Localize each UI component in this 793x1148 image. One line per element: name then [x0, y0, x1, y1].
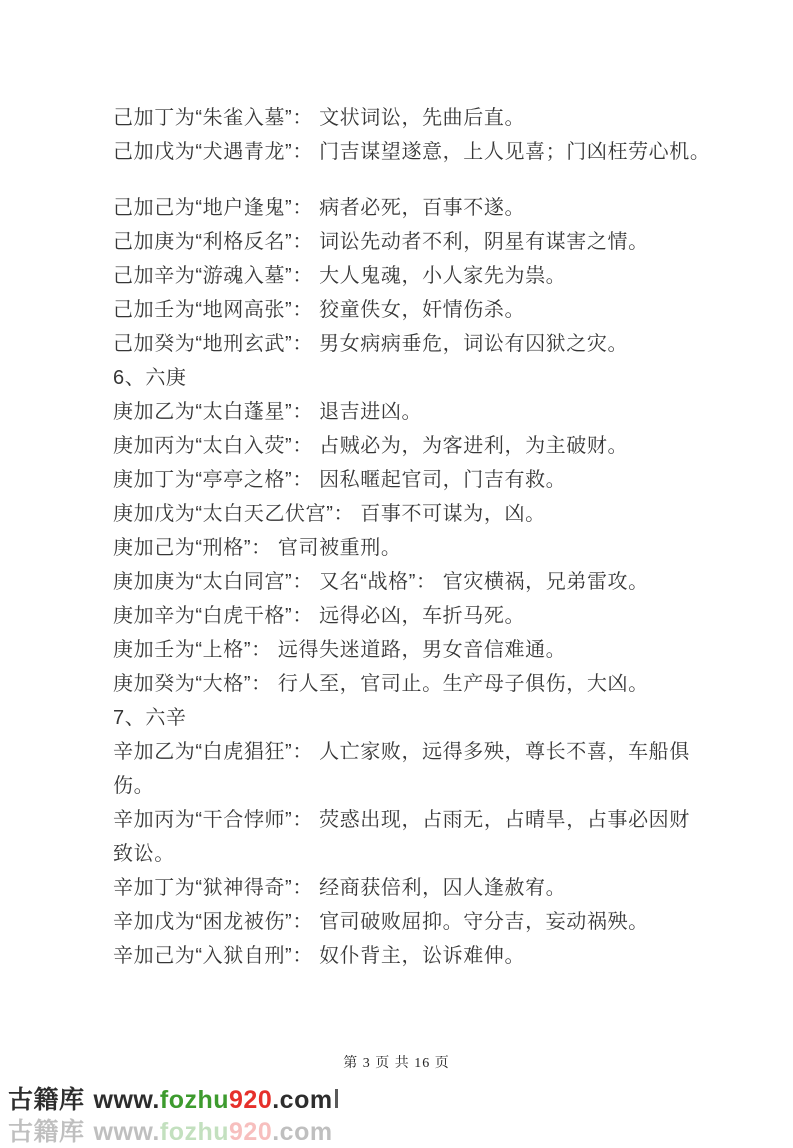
text-line: 辛加乙为“白虎猖狂”： 人亡家败，远得多殃，尊长不喜，车船俱 — [113, 741, 690, 763]
text-line: 庚加庚为“太白同宫”： 又名“战格”： 官灾横祸，兄弟雷攻。 — [113, 571, 649, 593]
text-line: 己加丁为“朱雀入墓”： 文状词讼，先曲后直。 — [113, 107, 526, 129]
text-line: 7、六辛 — [113, 707, 187, 729]
page-number: 第 3 页 共 16 页 — [343, 1056, 450, 1071]
text-line: 己加辛为“游魂入墓”： 大人鬼魂，小人家先为祟。 — [113, 265, 567, 287]
text-line: 致讼。 — [113, 843, 175, 865]
text-line: 庚加乙为“太白蓬星”： 退吉进凶。 — [113, 401, 423, 423]
watermark-url-green-part: fozhu — [159, 1086, 230, 1114]
text-line: 庚加戊为“太白天乙伏宫”： 百事不可谋为，凶。 — [113, 503, 546, 525]
text-line: 庚加壬为“上格”： 远得失迷道路，男女音信难通。 — [113, 639, 567, 661]
text-line: 庚加癸为“大格”： 行人至，官司止。生产母子俱伤，大凶。 — [113, 673, 649, 695]
text-line: 辛加丙为“干合悖师”： 荧惑出现，占雨无，占晴旱，占事必因财 — [113, 809, 690, 831]
watermark-ghost-url-red-part: 920 — [229, 1118, 273, 1146]
watermark-url-www: www. — [93, 1086, 160, 1114]
watermark-ghost-url-www: www. — [93, 1118, 160, 1146]
text-line: 辛加丁为“狱神得奇”： 经商获倍利，囚人逢赦宥。 — [113, 877, 567, 899]
text-line: 辛加己为“入狱自刑”： 奴仆背主，讼诉难伸。 — [113, 945, 526, 967]
text-line: 己加戊为“犬遇青龙”： 门吉谋望遂意，上人见喜；门凶枉劳心机。 — [113, 141, 711, 163]
text-line: 伤。 — [113, 775, 155, 797]
blank-line — [113, 169, 761, 191]
watermark-artifact-bar — [335, 1089, 338, 1108]
text-line: 庚加己为“刑格”： 官司被重刑。 — [113, 537, 402, 559]
watermark-url-red-part: 920 — [229, 1086, 273, 1114]
watermark-ghost-url-suffix: .com — [272, 1118, 333, 1146]
watermark-url-suffix: .com — [272, 1086, 333, 1114]
site-watermark-ghost — [8, 1112, 333, 1148]
text-line: 辛加戊为“困龙被伤”： 官司破败屈抑。守分吉，妄动祸殃。 — [113, 911, 649, 933]
document-body — [113, 101, 761, 973]
text-line: 己加己为“地户逢鬼”： 病者必死，百事不遂。 — [113, 197, 526, 219]
text-line: 6、六庚 — [113, 367, 187, 389]
site-watermark — [8, 1080, 338, 1116]
text-line: 己加癸为“地刑玄武”： 男女病病垂危，词讼有囚狱之灾。 — [113, 333, 629, 355]
watermark-site-name: 古籍库 — [8, 1086, 85, 1114]
text-line: 己加庚为“利格反名”： 词讼先动者不利，阴星有谋害之情。 — [113, 231, 649, 253]
text-line: 己加壬为“地网高张”： 狡童佚女，奸情伤杀。 — [113, 299, 526, 321]
text-line: 庚加辛为“白虎干格”： 远得必凶，车折马死。 — [113, 605, 526, 627]
watermark-ghost-site-name: 古籍库 — [8, 1118, 85, 1146]
text-line: 庚加丙为“太白入荧”： 占贼必为，为客进利，为主破财。 — [113, 435, 629, 457]
watermark-ghost-url-green-part: fozhu — [159, 1118, 230, 1146]
text-line: 庚加丁为“亭亭之格”： 因私暱起官司，门吉有救。 — [113, 469, 567, 491]
